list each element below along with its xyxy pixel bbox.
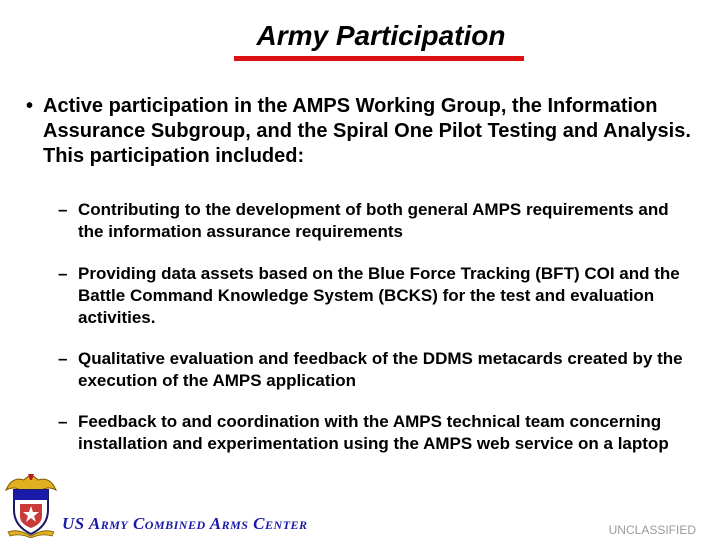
bullet-icon: • <box>26 95 34 117</box>
sub-bullet-text: Contributing to the development of both general AMPS requirements and the information assurance requirements <box>78 200 669 241</box>
army-combined-arms-center-seal-icon <box>2 470 60 538</box>
sub-bullet-text: Qualitative evaluation and feedback of the DDMS metacards created by the execution of the AMPS application <box>78 349 683 390</box>
dash-icon: – <box>58 264 68 283</box>
dash-icon: – <box>58 200 68 219</box>
main-bullet-text: Active participation in the AMPS Working Group, the Information Assurance Subgroup, and the Spiral One Pilot Testing and Analysis. This participation included: <box>43 95 691 167</box>
dash-icon: – <box>58 349 68 368</box>
dash-icon: – <box>58 412 68 431</box>
classification-label: UNCLASSIFIED <box>608 523 696 537</box>
sub-bullet-text: Feedback to and coordination with the AMPS technical team concerning installation and experimentation using the AMPS web service on a laptop <box>78 412 669 453</box>
slide-title: Army Participation <box>256 20 506 51</box>
organization-name: US Army Combined Arms Center <box>62 514 308 533</box>
sub-bullet-text: Providing data assets based on the Blue Force Tracking (BFT) COI and the Battle Command Knowledge System (BCKS) for the test and evaluation activities. <box>78 264 680 327</box>
title-underline <box>234 56 524 61</box>
